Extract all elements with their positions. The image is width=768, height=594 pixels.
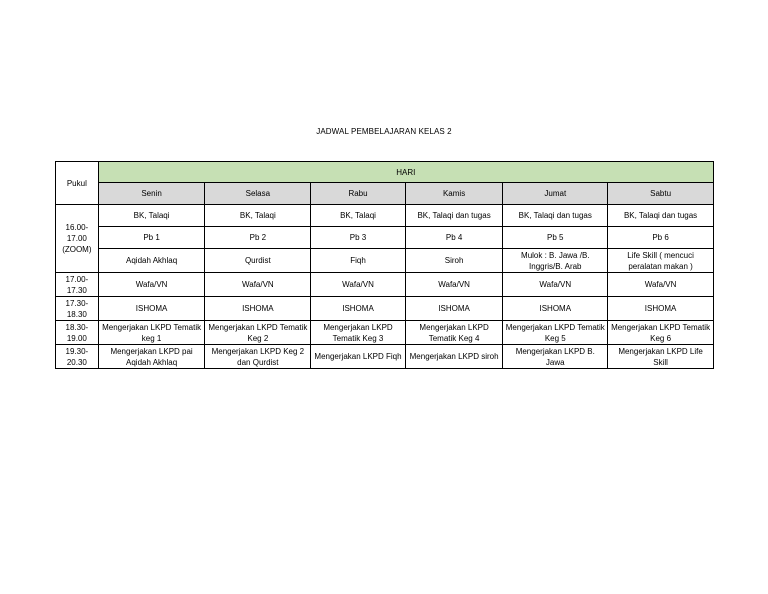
- pukul-header: Pukul: [56, 162, 99, 205]
- page-title: JADWAL PEMBELAJARAN KELAS 2: [316, 127, 452, 136]
- schedule-cell: Wafa/VN: [405, 273, 503, 297]
- schedule-cell: Mengerjakan LKPD Tematik Keg 6: [608, 321, 714, 345]
- schedule-cell: Pb 6: [608, 227, 714, 249]
- schedule-cell: Mengerjakan LKPD siroh: [405, 345, 503, 369]
- day-header-sabtu: Sabtu: [608, 183, 714, 205]
- time-cell: 18.30- 19.00: [56, 321, 99, 345]
- schedule-cell: Aqidah Akhlaq: [98, 249, 205, 273]
- time-cell: 16.00- 17.00 (ZOOM): [56, 205, 99, 273]
- schedule-cell: Pb 4: [405, 227, 503, 249]
- schedule-cell: ISHOMA: [205, 297, 311, 321]
- day-header-jumat: Jumat: [503, 183, 608, 205]
- table-row: [56, 249, 714, 273]
- schedule-cell: Mengerjakan LKPD B. Jawa: [503, 345, 608, 369]
- schedule-cell: Mengerjakan LKPD pai Aqidah Akhlaq: [98, 345, 205, 369]
- schedule-cell: BK, Talaqi: [98, 205, 205, 227]
- table-row: [56, 273, 714, 297]
- schedule-cell: Mengerjakan LKPD Life Skill: [608, 345, 714, 369]
- schedule-cell: Mengerjakan LKPD Keg 2 dan Qurdist: [205, 345, 311, 369]
- schedule-cell: ISHOMA: [608, 297, 714, 321]
- table-row: [56, 297, 714, 321]
- table-row: [56, 345, 714, 369]
- schedule-cell: ISHOMA: [503, 297, 608, 321]
- schedule-cell: Pb 1: [98, 227, 205, 249]
- schedule-cell: Wafa/VN: [608, 273, 714, 297]
- schedule-cell: Mengerjakan LKPD Tematik Keg 4: [405, 321, 503, 345]
- schedule-cell: Mulok : B. Jawa /B. Inggris/B. Arab: [503, 249, 608, 273]
- table-row: [56, 227, 714, 249]
- schedule-cell: ISHOMA: [311, 297, 406, 321]
- schedule-cell: Siroh: [405, 249, 503, 273]
- schedule-cell: BK, Talaqi dan tugas: [405, 205, 503, 227]
- schedule-cell: BK, Talaqi: [205, 205, 311, 227]
- day-header-senin: Senin: [98, 183, 205, 205]
- schedule-cell: ISHOMA: [98, 297, 205, 321]
- schedule-cell: Mengerjakan LKPD Fiqh: [311, 345, 406, 369]
- schedule-cell: Life Skill ( mencuci peralatan makan ): [608, 249, 714, 273]
- schedule-cell: Mengerjakan LKPD Tematik Keg 3: [311, 321, 406, 345]
- schedule-cell: Mengerjakan LKPD Tematik Keg 5: [503, 321, 608, 345]
- schedule-cell: BK, Talaqi: [311, 205, 406, 227]
- schedule-cell: Qurdist: [205, 249, 311, 273]
- table-row: [56, 321, 714, 345]
- schedule-cell: BK, Talaqi dan tugas: [608, 205, 714, 227]
- hari-header: HARI: [98, 162, 713, 183]
- schedule-cell: Pb 5: [503, 227, 608, 249]
- schedule-table: [55, 161, 714, 369]
- time-cell: 19.30- 20.30: [56, 345, 99, 369]
- day-header-kamis: Kamis: [405, 183, 503, 205]
- schedule-body: [56, 205, 714, 369]
- table-row: [56, 205, 714, 227]
- time-cell: 17.30- 18.30: [56, 297, 99, 321]
- schedule-cell: Wafa/VN: [311, 273, 406, 297]
- day-header-selasa: Selasa: [205, 183, 311, 205]
- schedule-cell: Wafa/VN: [98, 273, 205, 297]
- day-header-rabu: Rabu: [311, 183, 406, 205]
- schedule-cell: Pb 3: [311, 227, 406, 249]
- schedule-cell: Mengerjakan LKPD Tematik Keg 2: [205, 321, 311, 345]
- schedule-cell: BK, Talaqi dan tugas: [503, 205, 608, 227]
- schedule-cell: Wafa/VN: [503, 273, 608, 297]
- schedule-cell: Wafa/VN: [205, 273, 311, 297]
- schedule-cell: Pb 2: [205, 227, 311, 249]
- schedule-cell: Fiqh: [311, 249, 406, 273]
- schedule-cell: Mengerjakan LKPD Tematik keg 1: [98, 321, 205, 345]
- time-cell: 17.00- 17.30: [56, 273, 99, 297]
- schedule-cell: ISHOMA: [405, 297, 503, 321]
